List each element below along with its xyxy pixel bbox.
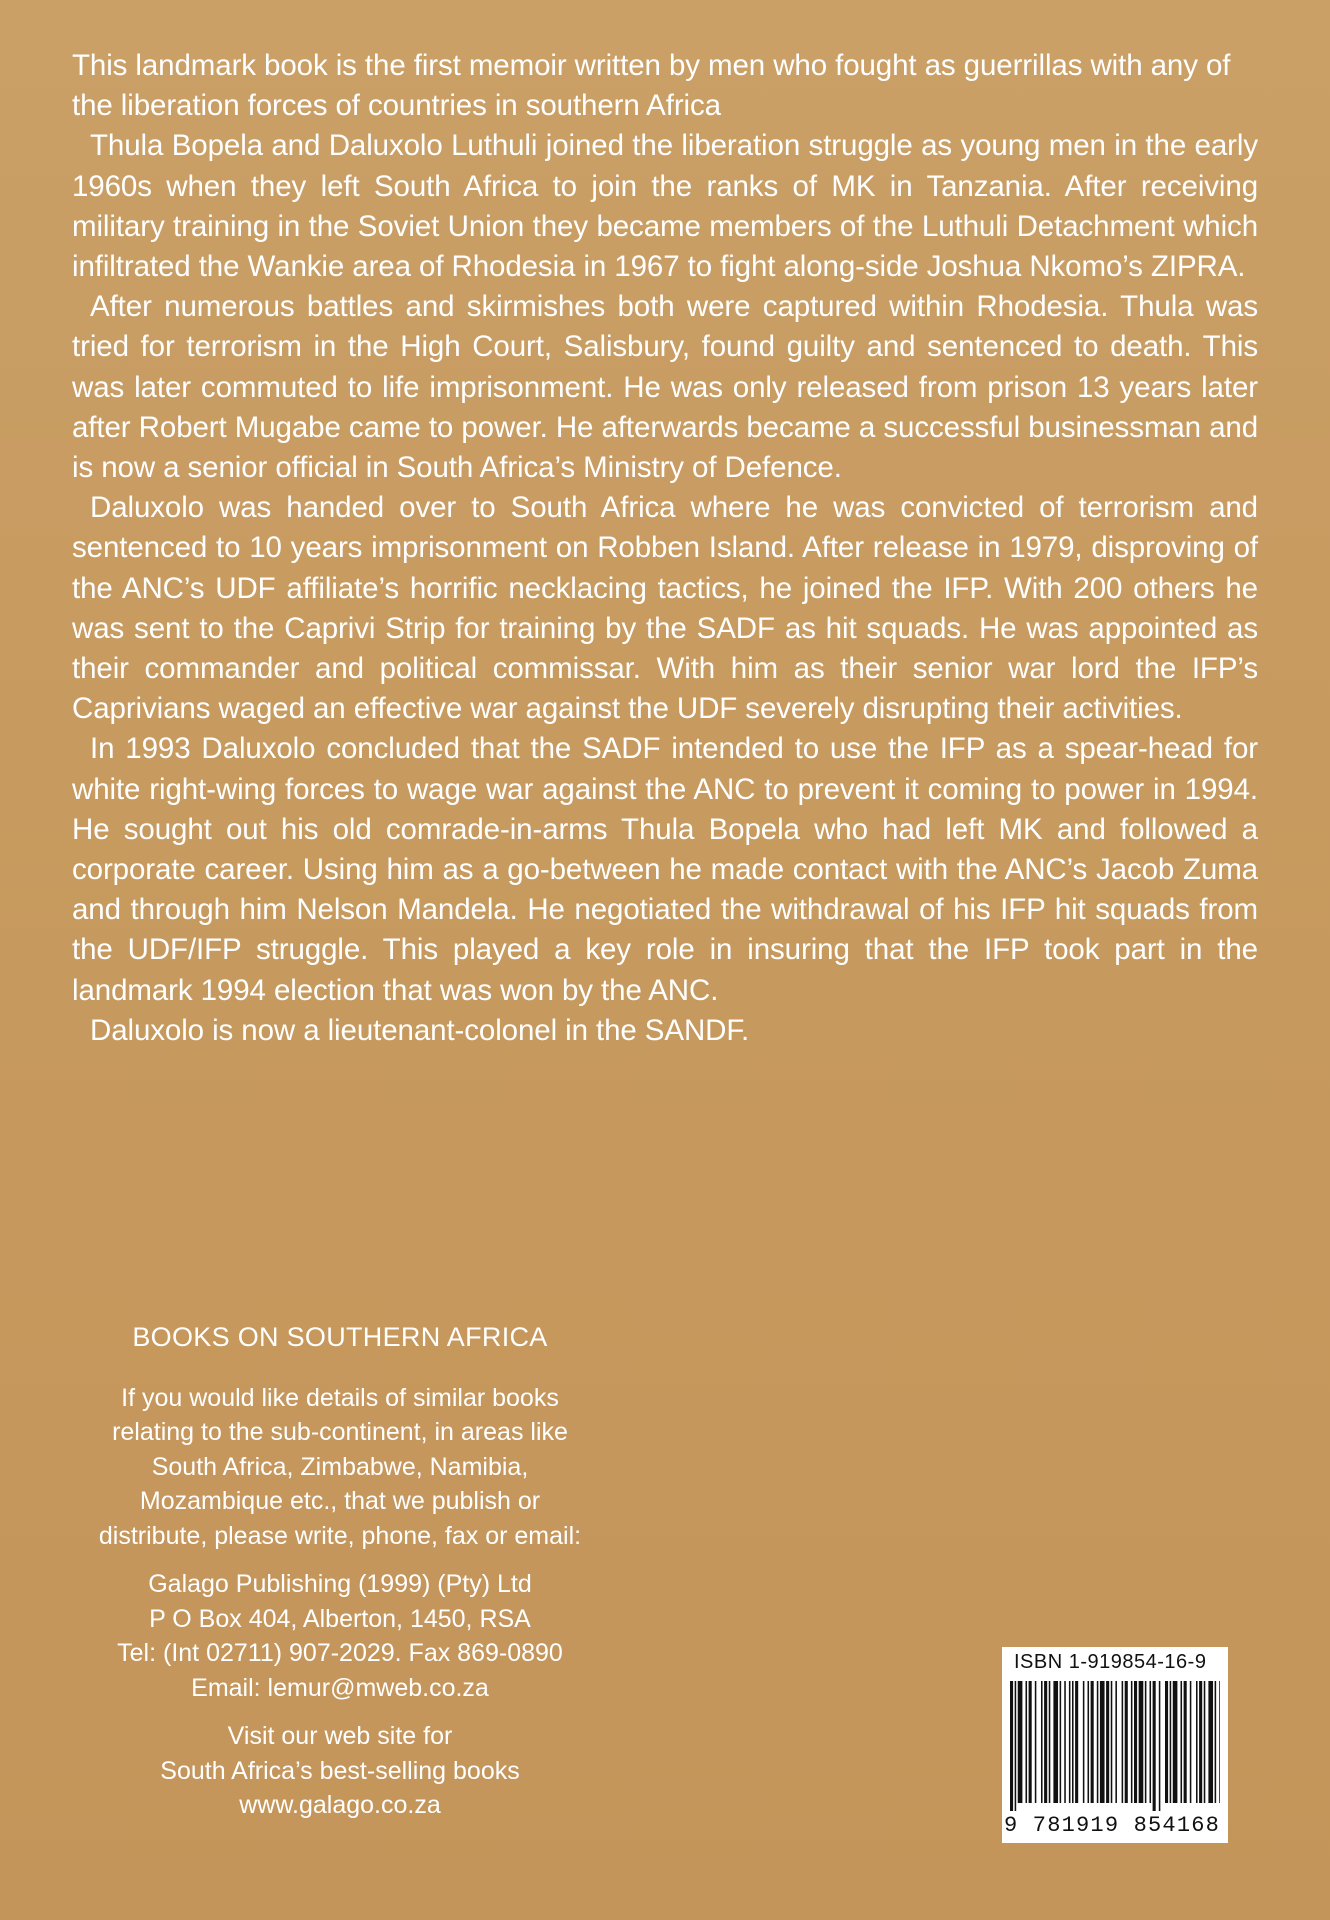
barcode-bar [1064, 1681, 1066, 1803]
website-line: South Africa’s best-selling books [160, 1756, 520, 1785]
publisher-line: P O Box 404, Alberton, 1450, RSA [149, 1604, 531, 1633]
barcode-bar [1208, 1681, 1213, 1803]
barcode-bar [1091, 1681, 1094, 1803]
barcode-bar [1111, 1681, 1113, 1803]
publisher-website [80, 1719, 600, 1823]
barcode-bar [1196, 1681, 1198, 1803]
barcode-bar [1015, 1681, 1017, 1811]
barcode-bar [1165, 1681, 1168, 1803]
barcode-bar [1069, 1681, 1071, 1803]
barcode-bar [1115, 1681, 1117, 1803]
blurb-paragraph: After numerous battles and skirmishes both were captured within Rhodesia. Thula was tried for terrorism in the High Court, Salisbury, found guilty and sentenced to death. This was later commuted to life imprisonment. He was only released from prison 13 years later after Robert Mugabe came to power. He afterwards became a successful businessman and is now a senior official in South Africa’s Ministry of Defence. [72, 290, 1258, 485]
barcode-bar [1150, 1681, 1152, 1803]
barcode-bar [1088, 1681, 1090, 1803]
barcode-bar [1029, 1681, 1032, 1803]
website-line: Visit our web site for [227, 1722, 453, 1750]
website-url: www.galago.co.za [239, 1791, 441, 1819]
books-heading: BOOKS ON SOUTHERN AFRICA [132, 1322, 548, 1352]
barcode-bar [1215, 1681, 1217, 1803]
publisher-info [80, 1320, 600, 1837]
barcode-bar [1153, 1681, 1156, 1811]
barcode-bar [1122, 1681, 1124, 1803]
blurb-paragraph: Daluxolo was handed over to South Africa where he was convicted of terrorism and sentenced to 10 years imprisonment on Robben Island. After release in 1979, disproving of the ANC’s UDF affiliate’s horrific necklacing tactics, he joined the IFP. With 200 others he was sent to the Caprivi Strip for training by the SADF as hit squads. He was appointed as their commander and political commissar. With him as their senior war lord the IFP’s Caprivians waged an effective war against the UDF severely disrupting their activities. [72, 491, 1258, 726]
barcode-bar [1106, 1681, 1109, 1803]
barcode-bar [1173, 1681, 1178, 1803]
barcode-bar [1139, 1681, 1144, 1803]
barcode-bar [1125, 1681, 1128, 1803]
barcode-bar [1131, 1681, 1133, 1803]
barcode-bar [1041, 1681, 1043, 1803]
barcode-bar [1100, 1681, 1105, 1803]
isbn-barcode [1002, 1647, 1228, 1843]
blurb-text [72, 46, 1258, 1051]
barcode-bar [1159, 1681, 1161, 1811]
blurb-paragraph: In 1993 Daluxolo concluded that the SADF intended to use the IFP as a spear-head for white right-wing forces to wage war against the ANC to prevent it coming to power in 1994. He sought out his old comrade-in-arms Thula Bopela who had left MK and followed a corporate career. Using him as a go-between he made contact with the ANC’s Jacob Zuma and through him Nelson Mandela. He negotiated the withdrawal of his IFP hit squads from the UDF/IFP struggle. This played a key role in insuring that the IFP took part in the landmark 1994 election that was won by the ANC. [72, 732, 1258, 1007]
barcode-bar [1053, 1681, 1058, 1803]
barcode-bar [1026, 1681, 1028, 1803]
publisher-line: Galago Publishing (1999) (Pty) Ltd [148, 1570, 532, 1598]
publisher-email: Email: lemur@mweb.co.za [191, 1673, 489, 1702]
barcode-bar [1072, 1681, 1074, 1803]
barcode-bar [1204, 1681, 1206, 1803]
barcode-bar [1083, 1681, 1085, 1803]
isbn-label: ISBN 1-919854-16-9 [1014, 1651, 1207, 1673]
publisher-line: Tel: (Int 02711) 907-2029. Fax 869-0890 [117, 1639, 563, 1667]
blurb-paragraph: This landmark book is the first memoir written by men who fought as guerrillas with any of the liberation forces of countries in southern Africa [72, 49, 1231, 123]
barcode-bar [1018, 1681, 1023, 1803]
books-intro-line: South Africa, Zimbabwe, Namibia, [151, 1452, 529, 1481]
barcode-bar [1199, 1681, 1202, 1803]
barcode-bar [1190, 1681, 1192, 1803]
barcode-bar [1145, 1681, 1147, 1803]
barcode-bar [1010, 1681, 1013, 1811]
barcode-bar [1075, 1681, 1078, 1803]
blurb-paragraph: Thula Bopela and Daluxolo Luthuli joined the liberation struggle as young men in the early 1960s when they left South Africa to join the ranks of MK in Tanzania. After receiving military training in the Soviet Union they became members of the Luthuli Detachment which infiltrated the Wankie area of Rhodesia in 1967 to fight along-side Joshua Nkomo’s ZIPRA. [72, 129, 1258, 284]
publisher-address [80, 1567, 600, 1705]
barcode-bar [1049, 1681, 1051, 1803]
books-intro [80, 1381, 600, 1554]
barcode-bar [1181, 1681, 1183, 1803]
barcode-bar [1134, 1681, 1137, 1803]
barcode-digits: 9 781919 854168 [1004, 1813, 1221, 1838]
barcode-bar [1219, 1681, 1220, 1803]
barcode-bar [1097, 1681, 1099, 1803]
books-intro-line: Mozambique etc., that we publish or [139, 1487, 541, 1515]
barcode-bar [1170, 1681, 1172, 1803]
barcode-bar [1044, 1681, 1047, 1803]
barcode-bar [1060, 1681, 1062, 1803]
books-intro-line: If you would like details of similar books [121, 1383, 559, 1412]
blurb-paragraph: Daluxolo is now a lieutenant-colonel in the SANDF. [90, 1013, 750, 1047]
barcode-bar [1184, 1681, 1187, 1803]
books-intro-line: distribute, please write, phone, fax or email: [98, 1521, 582, 1550]
barcode-bar [1035, 1681, 1037, 1803]
books-intro-line: relating to the sub-continent, in areas like [112, 1418, 568, 1446]
barcode-bars-icon [1010, 1681, 1220, 1811]
